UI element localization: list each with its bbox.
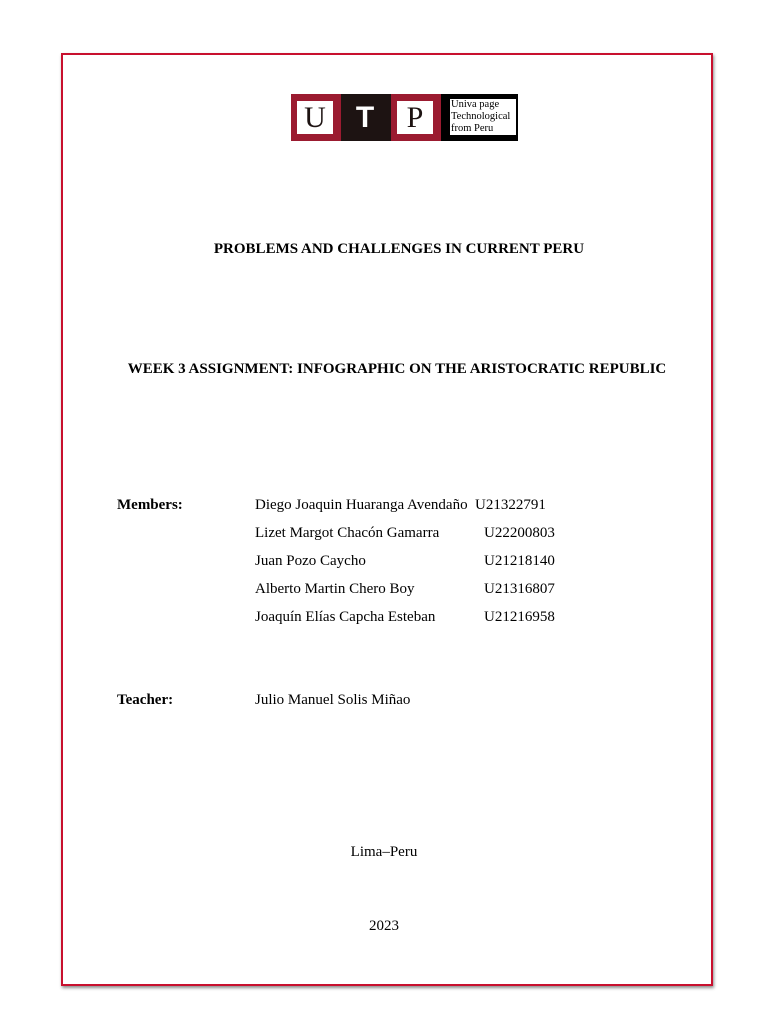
member-name: Diego Joaquin Huaranga Avendaño	[255, 497, 468, 513]
logo-block-p	[391, 94, 441, 141]
member-code: U21316807	[484, 581, 555, 597]
logo-text-line-1: Univa page	[451, 99, 500, 110]
logo-letter-u: U	[297, 101, 333, 134]
logo-text	[450, 99, 516, 135]
members-label: Members:	[117, 497, 183, 513]
assignment-title: WEEK 3 ASSIGNMENT: INFOGRAPHIC ON THE ARISTOCRATIC REPUBLIC	[127, 361, 667, 377]
member-code: U22200803	[484, 525, 555, 541]
logo-letter-t: T	[347, 101, 383, 134]
year: 2023	[369, 918, 399, 934]
logo-text-line-3: from Peru	[451, 123, 494, 134]
logo-block-u	[291, 94, 341, 141]
member-code: U21216958	[484, 609, 555, 625]
teacher-name: Julio Manuel Solis Miñao	[255, 692, 411, 708]
utp-logo	[291, 94, 518, 141]
member-code: U21322791	[475, 497, 546, 513]
logo-text-line-2: Technological	[451, 111, 511, 122]
member-name: Lizet Margot Chacón Gamarra	[255, 525, 440, 541]
member-name: Juan Pozo Caycho	[255, 553, 366, 569]
member-name: Joaquín Elías Capcha Esteban	[255, 609, 436, 625]
document-title: PROBLEMS AND CHALLENGES IN CURRENT PERU	[213, 241, 585, 257]
teacher-label: Teacher:	[117, 692, 174, 708]
location: Lima–Peru	[350, 844, 418, 860]
logo-block-t	[341, 94, 391, 141]
member-name: Alberto Martin Chero Boy	[255, 581, 415, 597]
logo-letter-p: P	[397, 101, 433, 134]
member-code: U21218140	[484, 553, 555, 569]
logo-text-block	[441, 94, 518, 141]
